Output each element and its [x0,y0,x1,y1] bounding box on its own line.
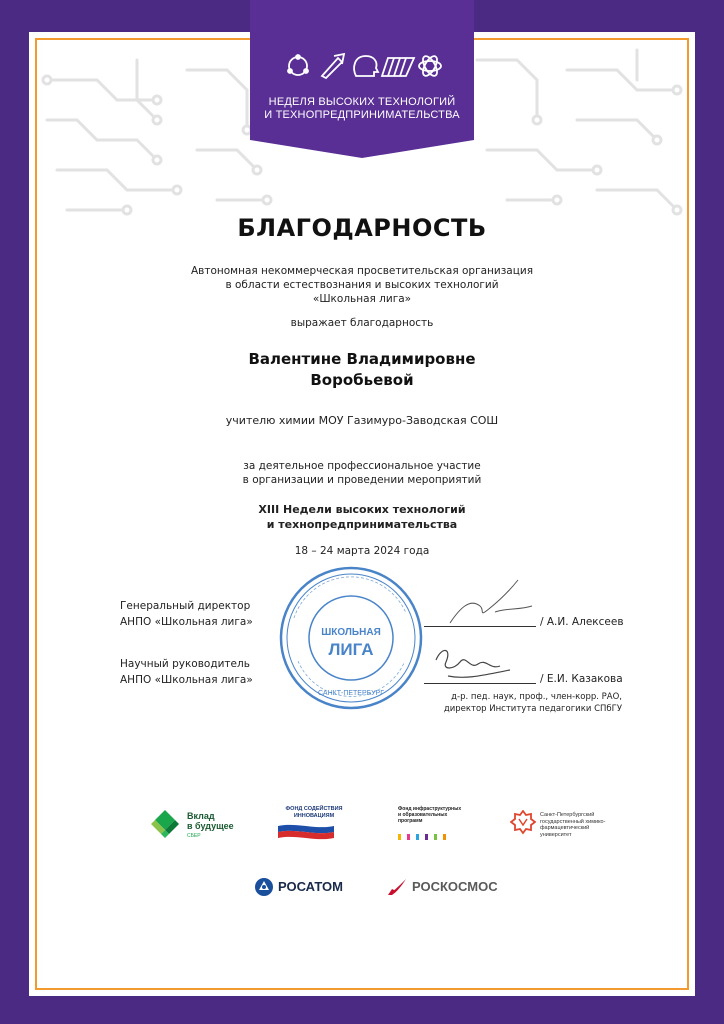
vklad-logo [147,806,247,846]
stamp-text-2: ЛИГА [328,640,374,659]
reason-block [80,459,644,487]
spb-line-1: Санкт-Петербургский [540,812,595,818]
signatory-1-position: Генеральный директор [120,600,251,612]
organization-line-1: Автономная некоммерческая просветительская организация [190,265,534,277]
organization-block [80,264,644,306]
signature-scribble-1 [440,578,540,628]
spb-line-2: государственный химико- [540,818,606,825]
rosatom-logo [254,876,374,898]
event-line-1: XIII Недели высоких технологий [258,503,466,516]
recipient-role: учителю химии МОУ Газимуро-Заводская СОШ [225,414,499,427]
certificate-title: БЛАГОДАРНОСТЬ [237,214,487,242]
ribbon-title [250,96,474,122]
fond-flag-icon [276,822,336,844]
technology-icons [282,48,442,84]
organization-line-2: в области естествознания и высоких технологий [225,279,499,291]
signatory-1-name: / А.И. Алексеев [540,616,624,628]
event-dates: 18 – 24 марта 2024 года [294,545,430,557]
fond-line-2: ИННОВАЦИЯМ [293,813,335,819]
signatory-1-title [120,598,253,630]
event-line-2: и технопредпринимательства [266,518,458,531]
fiop-logo [398,806,478,846]
spb-line-3: фармацевтический университет [540,825,590,838]
rosatom-atom-icon [254,877,274,897]
ribbon-line-1: НЕДЕЛЯ ВЫСОКИХ ТЕХНОЛОГИЙ [268,96,456,108]
organization-line-3: «Школьная лига» [312,293,412,305]
reason-line-1: за деятельное профессиональное участие [243,460,481,472]
roscosmos-text: РОСКОСМОС [412,879,498,894]
signatory-2-org: АНПО «Школьная лига» [120,674,253,686]
vklad-line-3: СБЕР [187,833,201,839]
official-stamp [276,563,426,713]
signatory-2-credentials [400,691,622,715]
university-emblem-icon [510,810,536,836]
thanks-text: выражает благодарность [290,317,434,329]
recipient-name [80,349,644,391]
fond-innovation-logo [274,806,354,846]
roscosmos-logo [386,876,516,898]
ribbon-line-2: И ТЕХНОПРЕДПРИНИМАТЕЛЬСТВА [264,109,460,121]
stamp-text-1: ШКОЛЬНАЯ [321,627,381,638]
signatory-1-org: АНПО «Школьная лига» [120,616,253,628]
signature-scribble-2 [428,640,528,690]
event-name [80,502,644,532]
credentials-line-2: директор Института педагогики СПбГУ [443,704,622,714]
vklad-line-2: в будущее [187,821,234,831]
recipient-line-1: Валентине Владимировне [248,350,476,368]
signatory-2-position: Научный руководитель [120,658,250,670]
fiop-line-2: и образовательных [398,812,448,818]
recipient-line-2: Воробьевой [310,371,414,389]
credentials-line-1: д-р. пед. наук, проф., член-корр. РАО, [451,692,622,702]
fiop-line-3: программ [398,818,423,824]
signatory-2-title [120,656,253,688]
rosatom-text: РОСАТОМ [278,879,343,894]
stamp-city: САНКТ-ПЕТЕРБУРГ [318,690,384,697]
fiop-line-1: Фонд инфраструктурных [398,806,462,812]
vklad-line-1: Вклад [187,811,215,821]
fond-line-1: ФОНД СОДЕЙСТВИЯ [285,806,343,812]
reason-line-2: в организации и проведении мероприятий [242,474,482,486]
signatory-2-name: / Е.И. Казакова [540,673,623,685]
fiop-stripes-icon [398,834,458,840]
vklad-leaf-icon [147,808,183,844]
spb-university-logo [510,808,620,844]
roscosmos-rocket-icon [386,877,408,897]
